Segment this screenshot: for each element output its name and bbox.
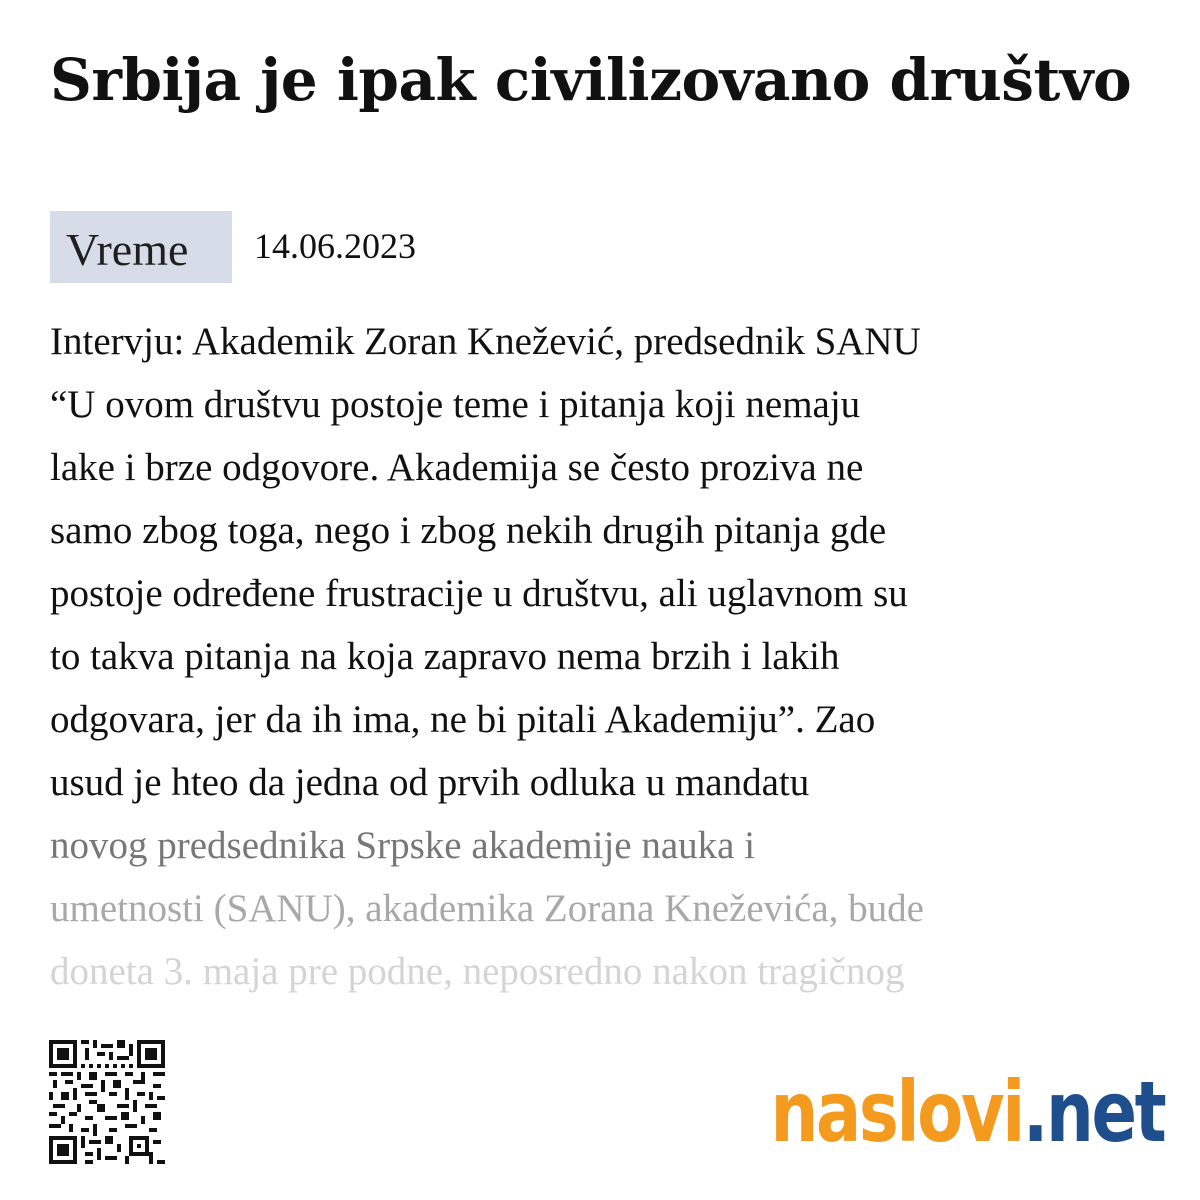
excerpt-line: “U ovom društvu postoje teme i pitanja koji nemaju bbox=[50, 383, 861, 426]
excerpt-line: odgovara, jer da ih ima, ne bi pitali Akademiju”. Zao bbox=[50, 698, 876, 741]
excerpt-line: Intervju: Akademik Zoran Knežević, predsednik SANU bbox=[50, 320, 921, 363]
excerpt-line-faded: novog predsednika Srpske akademije nauka i bbox=[50, 824, 756, 867]
excerpt-line-faded: doneta 3. maja pre podne, neposredno nakon tragičnog bbox=[50, 950, 905, 993]
logo-part-naslovi: naslovi bbox=[770, 1063, 1023, 1161]
article-title[interactable]: Srbija je ipak civilizovano društvo bbox=[50, 46, 1132, 114]
excerpt-line: samo zbog toga, nego i zbog nekih drugih pitanja gde bbox=[50, 509, 887, 552]
excerpt-line: usud je hteo da jedna od prvih odluka u mandatu bbox=[50, 761, 810, 804]
excerpt-line: postoje određene frustracije u društvu, ali uglavnom su bbox=[50, 572, 908, 615]
source-badge[interactable]: Vreme bbox=[50, 211, 232, 283]
excerpt-line-faded: umetnosti (SANU), akademika Zorana Kneževića, bude bbox=[50, 887, 924, 930]
article-excerpt bbox=[50, 310, 1160, 1000]
excerpt-line: to takva pitanja na koja zapravo nema brzih i lakih bbox=[50, 635, 840, 678]
article-meta bbox=[50, 211, 416, 283]
qr-code-icon[interactable] bbox=[48, 1040, 166, 1164]
logo-part-net: .net bbox=[1022, 1063, 1164, 1161]
publish-date: 14.06.2023 bbox=[254, 226, 416, 266]
excerpt-line: lake i brze odgovore. Akademija se često proziva ne bbox=[50, 446, 864, 489]
naslovi-net-logo[interactable] bbox=[770, 1062, 1164, 1162]
